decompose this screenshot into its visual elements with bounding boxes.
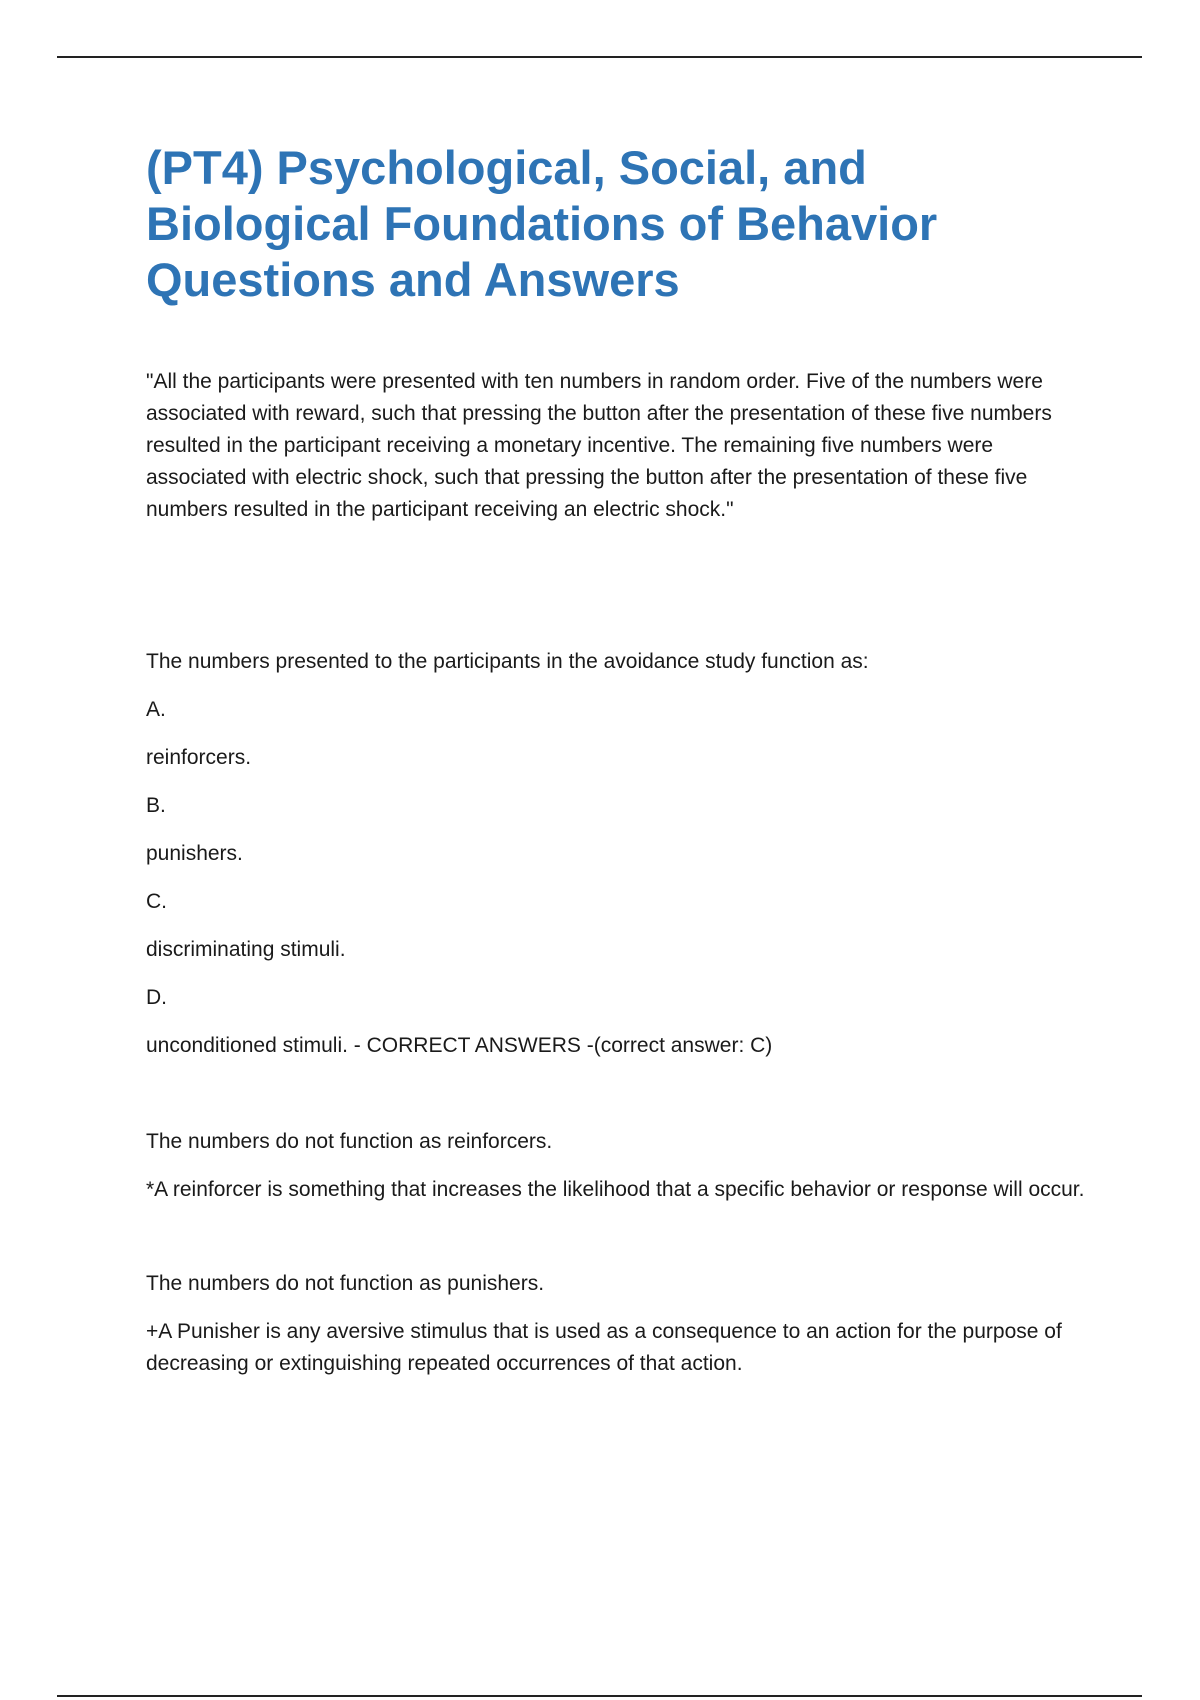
explanation-detail: *A reinforcer is something that increases the likelihood that a specific behavior or response will occur. [146,1178,1085,1201]
option-text-a: reinforcers. [146,746,252,769]
option-text-b: punishers. [146,842,243,865]
bottom-rule [57,1695,1142,1697]
explanation-detail: +A Punisher is any aversive stimulus that is used as a consequence to an action for the purpose of decreasing or extinguishing repeated occurrences of that action. [146,1320,1062,1375]
document-body [146,140,1096,1380]
explanation-reinforcers [146,1126,1096,1206]
explanation-statement: The numbers do not function as reinforcers. [146,1130,553,1153]
document-title: (PT4) Psychological, Social, and Biological Foundations of Behavior Questions and Answers [146,141,938,306]
question-text: The numbers presented to the participants in the avoidance study function as: [146,650,869,673]
top-rule [57,56,1142,58]
option-letter-b: B. [146,794,166,817]
option-text-c: discriminating stimuli. [146,938,346,961]
explanation-statement: The numbers do not function as punishers. [146,1272,545,1295]
option-text-d: unconditioned stimuli. - CORRECT ANSWERS -(correct answer: C) [146,1034,773,1057]
option-letter-a: A. [146,698,166,721]
explanation-punishers [146,1268,1096,1380]
passage-text: "All the participants were presented with ten numbers in random order. Five of the numbers were associated with reward, such that pressing the button after the presentation of these five numbers resulted in the participant receiving a monetary incentive. The remaining five numbers were associated with electric shock, such that pressing the button after the presentation of these five numbers resulted in the participant receiving an electric shock." [146,370,1052,521]
answer-options [146,694,1096,1062]
option-letter-c: C. [146,890,167,913]
option-letter-d: D. [146,986,167,1009]
